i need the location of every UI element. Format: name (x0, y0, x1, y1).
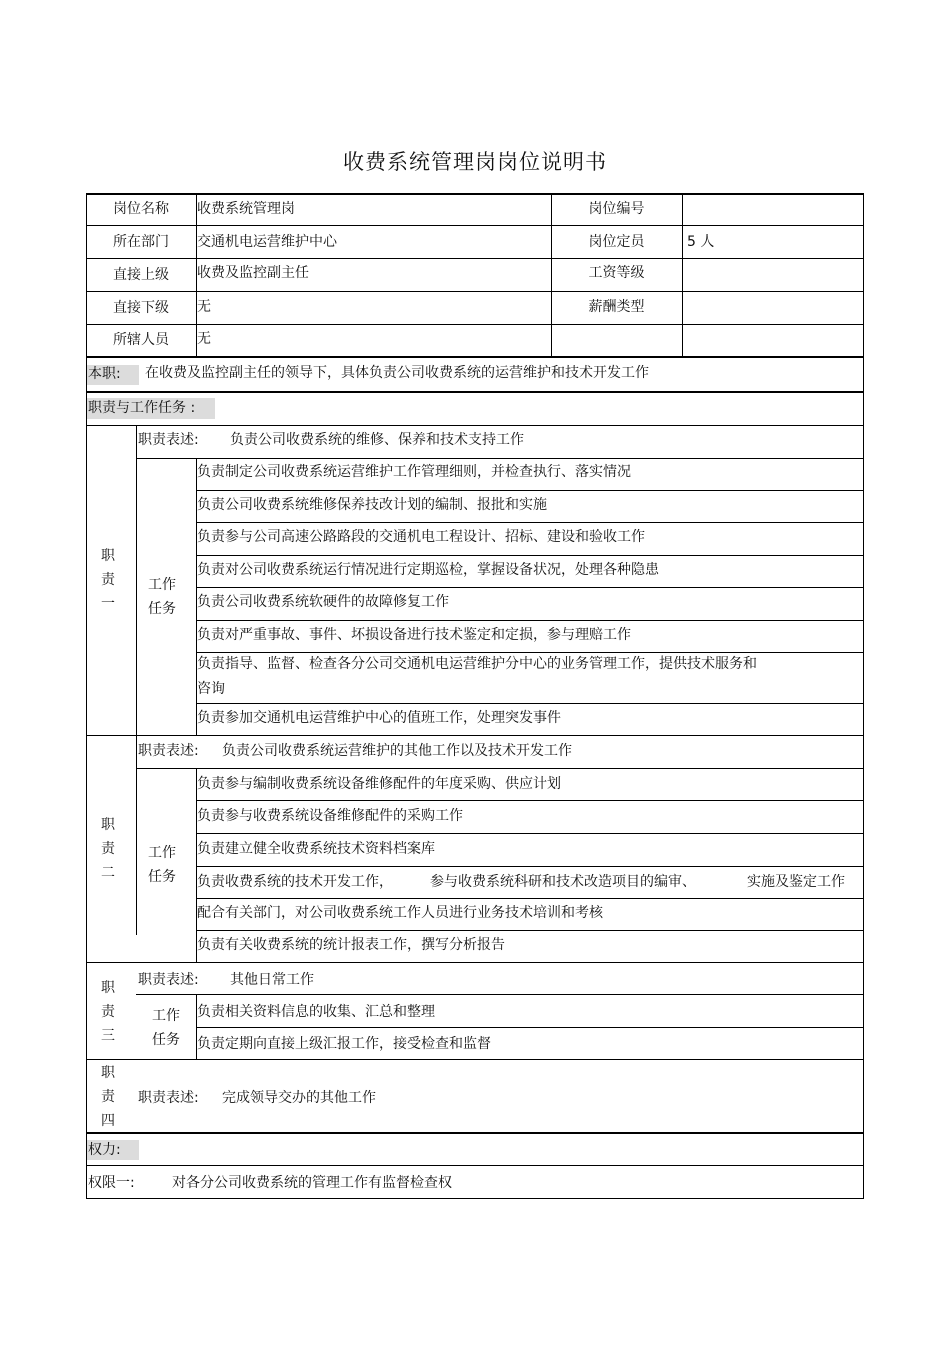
task-item: 负责参与收费系统设备维修配件的采购工作 (197, 808, 463, 824)
duty-4-desc: 完成领导交办的其他工作 (222, 1090, 376, 1106)
field-label: 所在部门 (113, 234, 169, 250)
task-item: 负责对公司收费系统运行情况进行定期巡检，掌握设备状况，处理各种隐患 (197, 562, 659, 578)
task-item: 负责参与编制收费系统设备维修配件的年度采购、供应计划 (197, 776, 561, 792)
task-item: 负责对严重事故、事件、坏损设备进行技术鉴定和定损，参与理赔工作 (197, 627, 631, 643)
task-item: 咨询 (197, 681, 225, 697)
duty-3-desc-label: 职责表述: (138, 972, 199, 988)
summary-text: 在收费及监控副主任的领导下，具体负责公司收费系统的运营维护和技术开发工作 (145, 365, 649, 381)
task-item: 负责参加交通机电运营维护中心的值班工作，处理突发事件 (197, 710, 561, 726)
field-value: 收费及监控副主任 (197, 265, 309, 281)
field-label: 岗位定员 (588, 234, 645, 250)
task-item: 负责定期向直接上级汇报工作，接受检查和监督 (197, 1036, 491, 1052)
task-item: 负责指导、监督、检查各分公司交通机电运营维护分中心的业务管理工作，提供技术服务和 (197, 656, 757, 672)
task-item: 参与收费系统科研和技术改造项目的编审、 (430, 874, 696, 890)
field-value: 无 (197, 331, 211, 347)
field-label: 直接上级 (113, 267, 169, 283)
task-item: 负责有关收费系统的统计报表工作，撰写分析报告 (197, 937, 505, 953)
field-label: 工资等级 (588, 265, 645, 281)
task-item: 负责公司收费系统软硬件的故障修复工作 (197, 594, 449, 610)
duty-3-title: 职 责 三 (101, 980, 115, 1044)
task-item: 负责公司收费系统维修保养技改计划的编制、报批和实施 (197, 497, 547, 513)
duty-4-desc-label: 职责表述: (138, 1090, 199, 1106)
duty-3-task-label: 工作 任务 (152, 1008, 180, 1048)
duty-2-title: 职 责 二 (101, 817, 115, 881)
duty-4-title: 职 责 四 (101, 1065, 115, 1129)
task-item: 配合有关部门，对公司收费系统工作人员进行业务技术培训和考核 (197, 905, 603, 921)
duties-heading: 职责与工作任务 : (88, 400, 196, 416)
duty-1-task-label: 工作 任务 (148, 577, 176, 617)
task-item: 负责制定公司收费系统运营维护工作管理细则，并检查执行、落实情况 (197, 464, 631, 480)
field-value: 无 (197, 299, 211, 315)
page-title: 收费系统管理岗岗位说明书 (343, 150, 607, 174)
field-value: 5 人 (687, 234, 715, 250)
duty-3-desc: 其他日常工作 (230, 972, 314, 988)
field-label: 直接下级 (113, 300, 169, 316)
field-label: 岗位名称 (113, 201, 169, 217)
field-label: 所辖人员 (113, 332, 169, 348)
task-item: 负责建立健全收费系统技术资料档案库 (197, 841, 435, 857)
task-item: 负责收费系统的技术开发工作， (197, 874, 393, 890)
field-value: 收费系统管理岗 (197, 201, 295, 217)
duty-1-desc-label: 职责表述: (138, 432, 199, 448)
duty-1-desc: 负责公司收费系统的维修、保养和技术支持工作 (230, 432, 524, 448)
authority-label: 权力: (88, 1142, 121, 1158)
duty-2-desc-label: 职责表述: (138, 743, 199, 759)
authority-item-label: 权限一: (88, 1175, 135, 1191)
task-item: 实施及鉴定工作 (747, 874, 845, 890)
task-item: 负责相关资料信息的收集、汇总和整理 (197, 1004, 435, 1020)
field-label: 岗位编号 (588, 201, 645, 217)
duty-2-task-label: 工作 任务 (148, 845, 176, 885)
authority-item-text: 对各分公司收费系统的管理工作有监督检查权 (172, 1175, 452, 1191)
field-value: 交通机电运营维护中心 (197, 234, 337, 250)
duty-2-desc: 负责公司收费系统运营维护的其他工作以及技术开发工作 (222, 743, 572, 759)
task-item: 负责参与公司高速公路路段的交通机电工程设计、招标、建设和验收工作 (197, 529, 645, 545)
summary-label: 本职: (88, 366, 121, 382)
field-label: 薪酬类型 (588, 299, 645, 315)
duty-1-title: 职 责 一 (101, 548, 115, 612)
